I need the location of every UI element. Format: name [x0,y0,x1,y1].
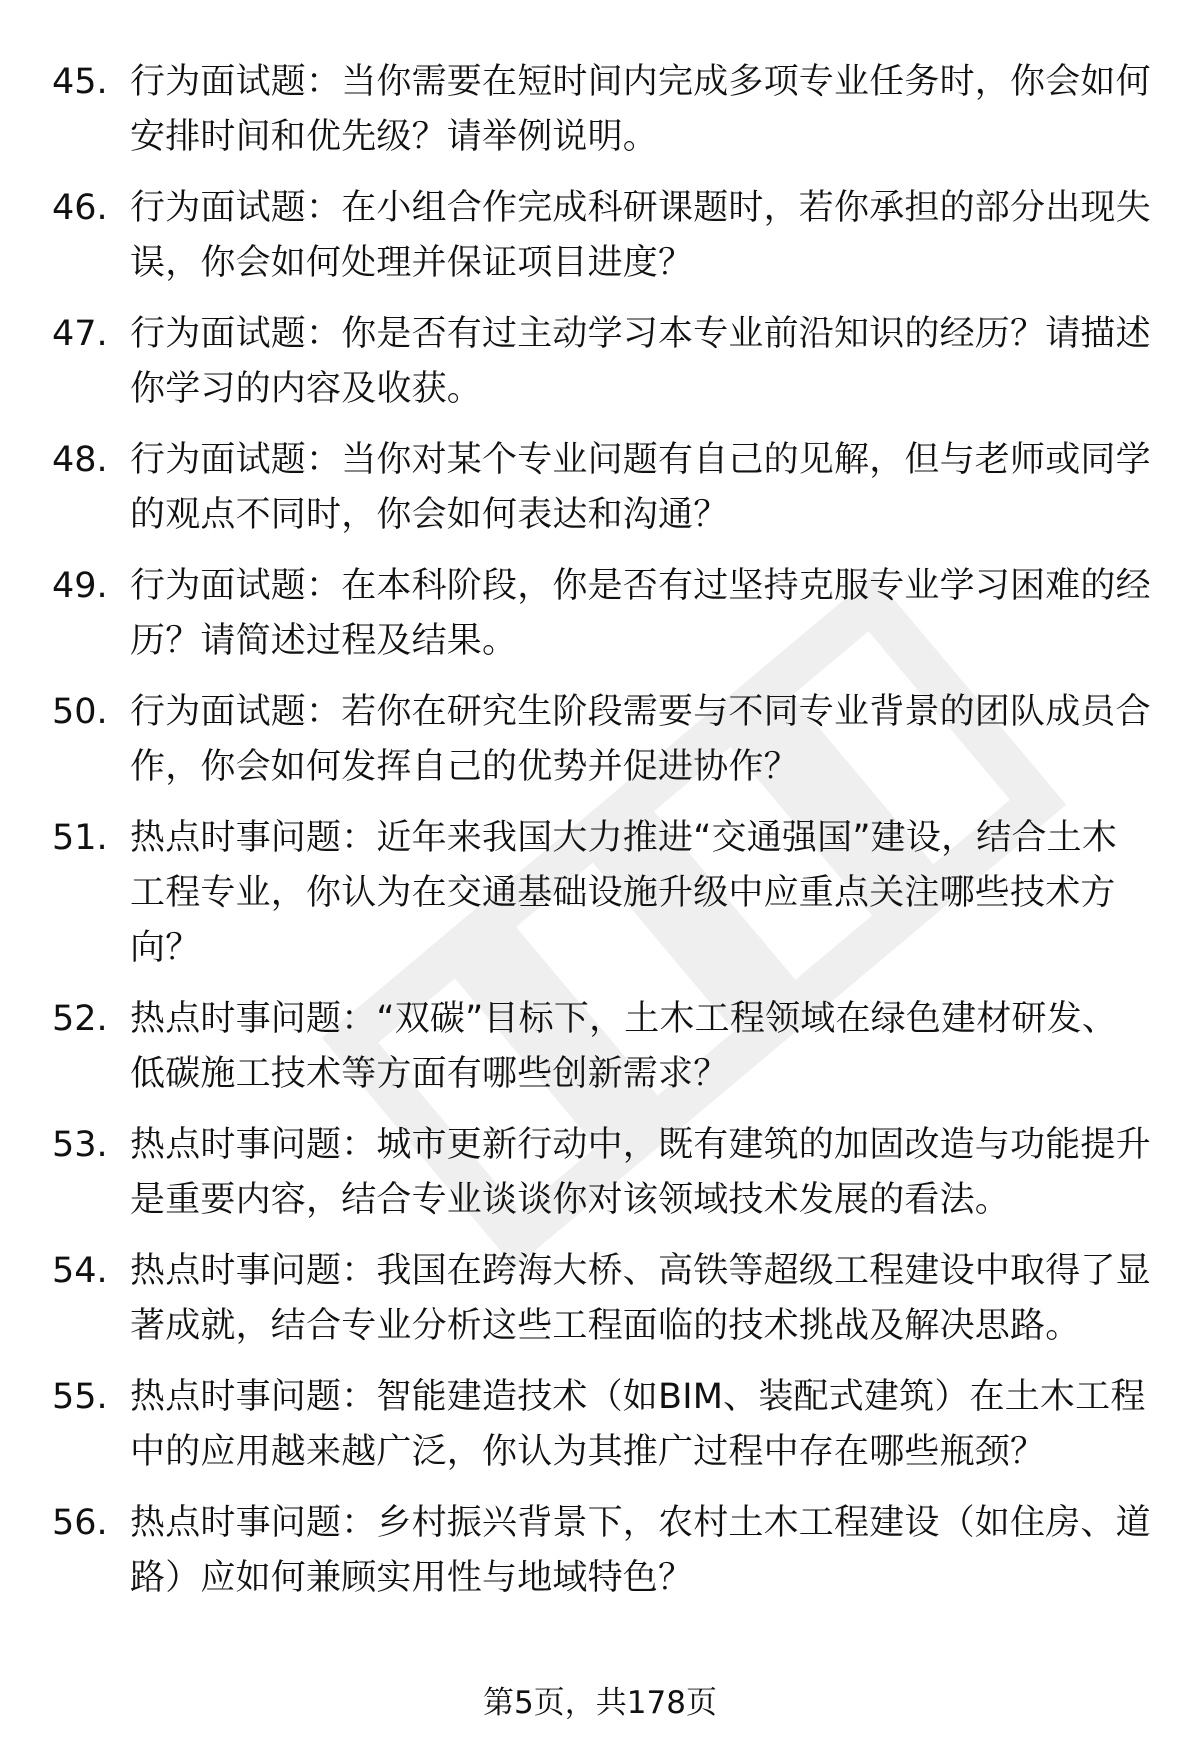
question-text: 行为面试题：当你对某个专业问题有自己的见解，但与老师或同学的观点不同时，你会如何表达和沟通？ [130,440,1151,535]
question-text: 行为面试题：在小组合作完成科研课题时，若你承担的部分出现失误，你会如何处理并保证项目进度？ [130,188,1151,283]
question-item-51 [52,811,1152,976]
question-text: 行为面试题：当你需要在短时间内完成多项专业任务时，你会如何安排时间和优先级？请举例说明。 [130,62,1151,157]
question-number: 50. [52,692,108,732]
question-text: 热点时事问题：乡村振兴背景下，农村土木工程建设（如住房、道路）应如何兼顾实用性与地域特色？ [130,1503,1151,1598]
question-text: 热点时事问题：“双碳”目标下，土木工程领域在绿色建材研发、低碳施工技术等方面有哪些创新需求？ [130,999,1118,1094]
question-item-50 [52,685,1152,795]
question-item-52 [52,992,1152,1102]
question-text: 热点时事问题：我国在跨海大桥、高铁等超级工程建设中取得了显著成就，结合专业分析这些工程面临的技术挑战及解决思路。 [130,1251,1151,1346]
question-number: 47. [52,314,108,354]
question-number: 45. [52,62,108,102]
question-text: 行为面试题：你是否有过主动学习本专业前沿知识的经历？请描述你学习的内容及收获。 [130,314,1151,409]
question-item-48 [52,433,1152,543]
question-number: 53. [52,1125,108,1165]
question-number: 55. [52,1377,108,1417]
question-number: 46. [52,188,108,228]
question-text: 热点时事问题：智能建造技术（如BIM、装配式建筑）在土木工程中的应用越来越广泛，你认为其推广过程中存在哪些瓶颈？ [130,1377,1146,1472]
question-item-46 [52,181,1152,291]
question-text: 行为面试题：在本科阶段，你是否有过坚持克服专业学习困难的经历？请简述过程及结果。 [130,566,1151,661]
question-number: 56. [52,1503,108,1543]
page-number-footer: 第5页，共178页 [483,1685,717,1721]
question-number: 54. [52,1251,108,1291]
question-text: 热点时事问题：近年来我国大力推进“交通强国”建设，结合土木工程专业，你认为在交通基础设施升级中应重点关注哪些技术方向？ [130,818,1118,968]
question-item-55 [52,1370,1152,1480]
question-number: 52. [52,999,108,1039]
question-item-47 [52,307,1152,417]
question-text: 热点时事问题：城市更新行动中，既有建筑的加固改造与功能提升是重要内容，结合专业谈谈你对该领域技术发展的看法。 [130,1125,1151,1220]
question-item-45 [52,55,1152,165]
question-text: 行为面试题：若你在研究生阶段需要与不同专业背景的团队成员合作，你会如何发挥自己的优势并促进协作？ [130,692,1151,787]
question-number: 48. [52,440,108,480]
question-number: 49. [52,566,108,606]
question-item-49 [52,559,1152,669]
question-item-53 [52,1118,1152,1228]
question-item-54 [52,1244,1152,1354]
question-list [52,55,1152,1622]
question-item-56 [52,1496,1152,1606]
question-number: 51. [52,818,108,858]
